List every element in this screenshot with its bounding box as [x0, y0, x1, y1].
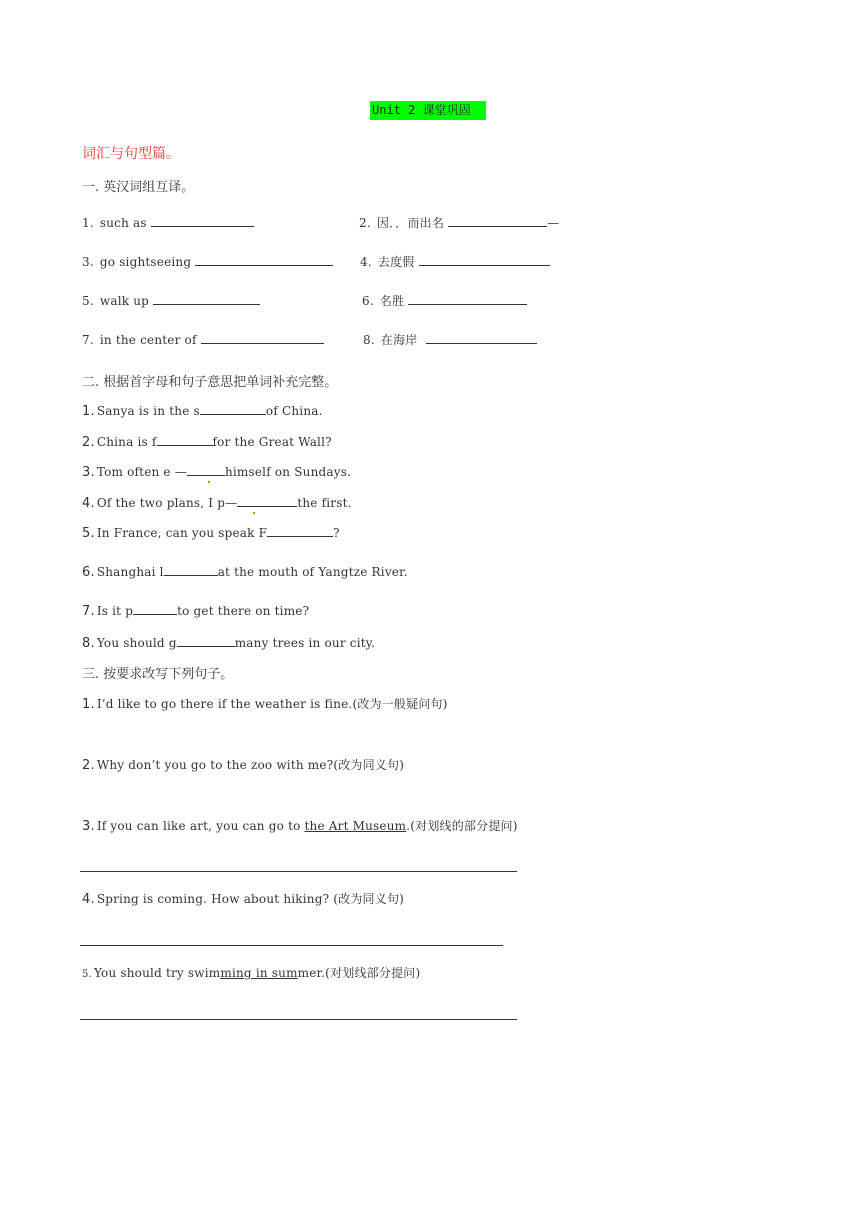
answer-blank[interactable] — [177, 634, 235, 647]
item-number: 8. — [82, 636, 95, 651]
vocab-text: walk up — [99, 294, 150, 308]
item-number: 6. — [82, 565, 95, 580]
underlined-phrase: ming in sum — [220, 966, 298, 980]
answer-blank[interactable] — [448, 214, 547, 227]
answer-blank[interactable] — [200, 402, 266, 415]
vocab-item-2 — [359, 214, 559, 231]
vocab-item-8 — [363, 331, 537, 348]
sentence-before: In France, can you speak F — [96, 526, 268, 540]
answer-blank[interactable] — [267, 524, 333, 537]
vocab-text: in the center of — [99, 333, 197, 347]
vocab-item-4 — [360, 253, 550, 270]
rewrite-item-1 — [82, 695, 448, 712]
item-number: 1. — [82, 216, 94, 230]
item-number: 4. — [360, 255, 372, 269]
item-number: 7. — [82, 333, 94, 347]
answer-line[interactable] — [80, 1019, 517, 1020]
item-number: 5. — [82, 969, 92, 980]
sentence-after: the first. — [297, 496, 352, 510]
sentence-before: You should g — [96, 636, 177, 650]
fill-item-2 — [82, 433, 332, 450]
vocab-item-1 — [82, 214, 254, 230]
section-header: 词汇与句型篇。 — [82, 146, 180, 162]
vocab-item-7 — [82, 331, 324, 347]
fill-item-4 — [82, 494, 352, 511]
vocab-text: 去度假 — [377, 255, 415, 269]
item-number: 5. — [82, 294, 94, 308]
vocab-text: such as — [99, 216, 147, 230]
sentence-text: Why don’t you go to the zoo with me?(改为同义句) — [96, 758, 405, 772]
sentence-before: China is f — [96, 435, 157, 449]
answer-line[interactable] — [80, 945, 503, 946]
vocab-suffix: — — [547, 216, 560, 230]
sentence-after: mer.(对划线部分提问) — [297, 966, 421, 980]
sentence-after: himself on Sundays. — [224, 465, 352, 479]
answer-blank[interactable] — [237, 494, 297, 507]
item-number: 6. — [362, 294, 374, 308]
answer-blank[interactable] — [151, 214, 254, 227]
answer-blank[interactable] — [201, 331, 324, 344]
vocab-text: 在海岸 — [380, 333, 418, 347]
answer-blank[interactable] — [187, 463, 225, 476]
ink-mark — [253, 512, 255, 514]
answer-blank[interactable] — [164, 563, 218, 576]
fill-item-5 — [82, 524, 340, 541]
sentence-text: Spring is coming. How about hiking? (改为同义句) — [96, 892, 405, 906]
item-number: 3. — [82, 255, 94, 269]
item-number: 3. — [82, 819, 95, 834]
sentence-text: I’d like to go there if the weather is fine.(改为一般疑问句) — [96, 697, 448, 711]
answer-blank[interactable] — [153, 292, 260, 305]
answer-line[interactable] — [80, 871, 517, 872]
sentence-before: Of the two plans, I p— — [96, 496, 238, 510]
vocab-item-6 — [362, 292, 527, 309]
answer-blank[interactable] — [426, 331, 537, 344]
sentence-after: .(对划线的部分提问) — [406, 819, 518, 833]
sentence-after: many trees in our city. — [234, 636, 376, 650]
item-number: 1. — [82, 697, 95, 712]
item-number: 2. — [359, 216, 371, 230]
vocab-item-5 — [82, 292, 260, 308]
answer-blank[interactable] — [408, 292, 527, 305]
sentence-before: If you can like art, you can go to — [96, 819, 305, 833]
fill-item-3 — [82, 463, 351, 480]
item-number: 4. — [82, 892, 95, 907]
rewrite-item-3 — [82, 817, 518, 834]
sentence-after: for the Great Wall? — [212, 435, 332, 449]
item-number: 1. — [82, 404, 95, 419]
vocab-text: 因．．而出名 — [376, 216, 445, 230]
rewrite-item-4 — [82, 890, 404, 907]
section2-heading: 二. 根据首字母和句子意思把单词补充完整。 — [82, 375, 338, 390]
fill-item-1 — [82, 402, 323, 419]
answer-blank[interactable] — [419, 253, 550, 266]
vocab-text: 名胜 — [379, 294, 405, 308]
item-number: 3. — [82, 465, 95, 480]
sentence-before: Tom often e — — [96, 465, 187, 479]
section3-heading: 三. 按要求改写下列句子。 — [82, 667, 234, 682]
ink-mark — [208, 481, 210, 483]
sentence-after: ? — [333, 526, 340, 540]
section1-heading: 一. 英汉词组互译。 — [82, 180, 195, 195]
rewrite-item-5 — [82, 964, 420, 981]
fill-item-6 — [82, 563, 408, 580]
item-number: 2. — [82, 758, 95, 773]
sentence-before: Shanghai l — [96, 565, 164, 579]
underlined-phrase: the Art Museum — [304, 819, 407, 833]
sentence-after: to get there on time? — [177, 604, 310, 618]
item-number: 4. — [82, 496, 95, 511]
item-number: 5. — [82, 526, 95, 541]
fill-item-7 — [82, 602, 309, 619]
page-title: Unit 2 课堂巩固 — [370, 101, 486, 120]
answer-blank[interactable] — [157, 433, 213, 446]
sentence-before: Sanya is in the s — [96, 404, 200, 418]
vocab-item-3 — [82, 253, 333, 269]
answer-blank[interactable] — [133, 602, 177, 615]
sentence-after: at the mouth of Yangtze River. — [217, 565, 408, 579]
vocab-text: go sightseeing — [99, 255, 192, 269]
sentence-before: You should try swim — [93, 966, 221, 980]
fill-item-8 — [82, 634, 375, 651]
item-number: 8. — [363, 333, 375, 347]
answer-blank[interactable] — [195, 253, 333, 266]
rewrite-item-2 — [82, 756, 404, 773]
sentence-after: of China. — [265, 404, 323, 418]
sentence-before: Is it p — [96, 604, 134, 618]
item-number: 2. — [82, 435, 95, 450]
item-number: 7. — [82, 604, 95, 619]
